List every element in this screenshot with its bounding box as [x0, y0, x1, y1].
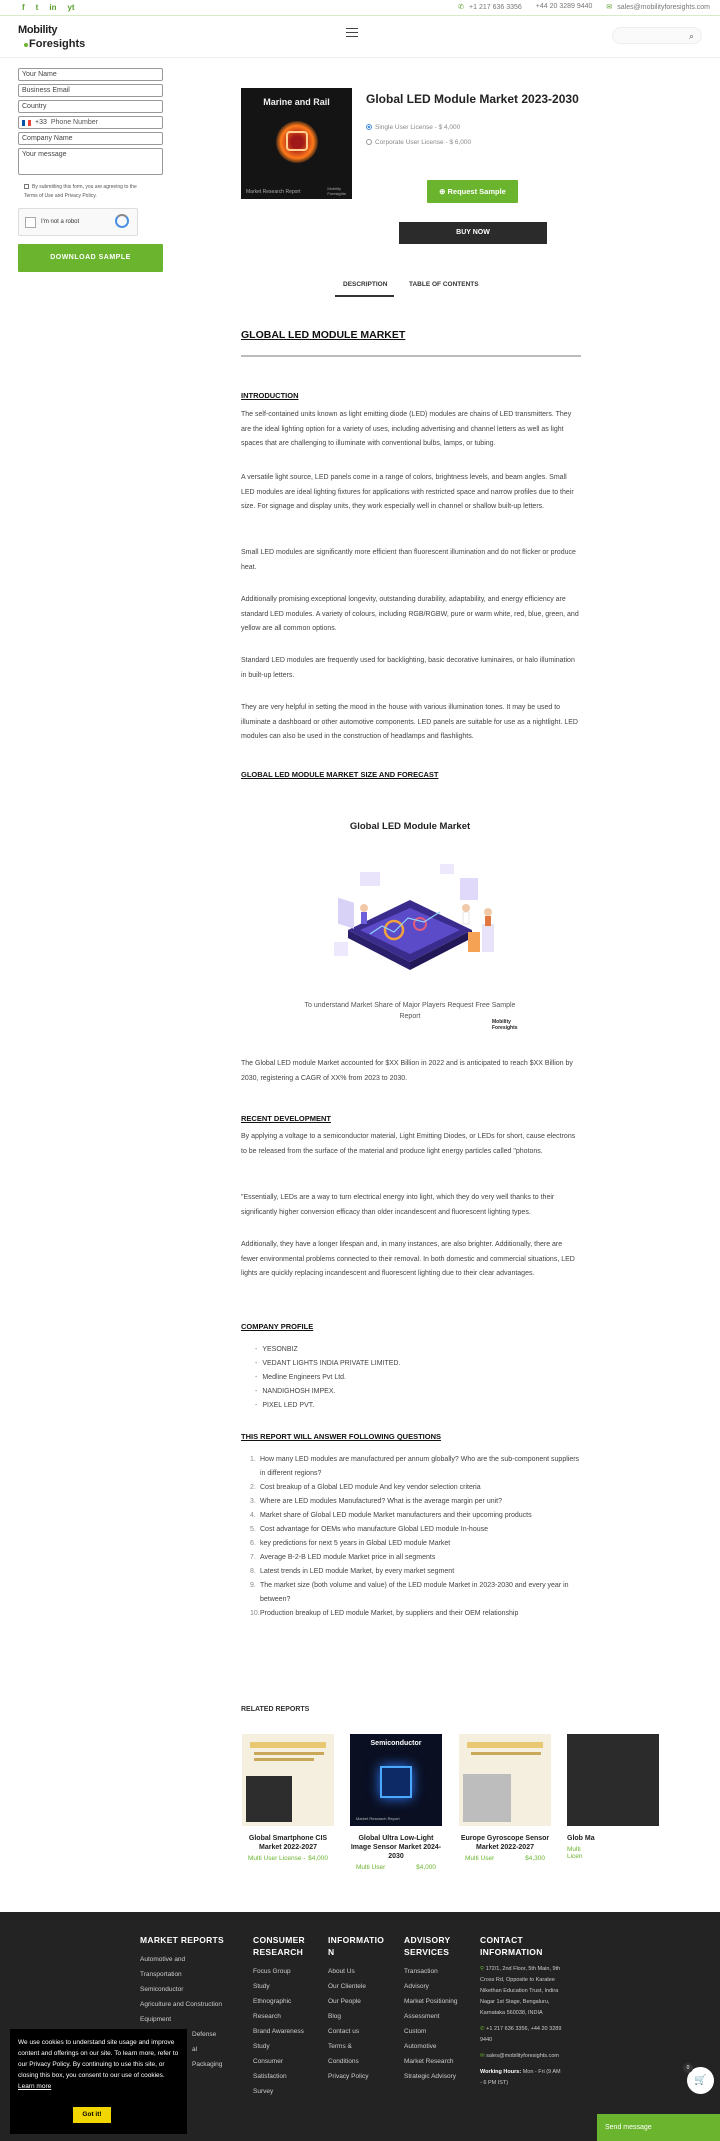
cookie-accept-button[interactable]: Got it! [73, 2107, 111, 2123]
footer-consumer-research [253, 1934, 305, 2099]
report-thumbnail[interactable] [242, 1734, 334, 1826]
footer-advisory-services [404, 1934, 457, 2084]
recaptcha-widget[interactable] [18, 208, 138, 236]
footer-link[interactable]: Survey [253, 2088, 274, 2095]
license-option-corporate[interactable] [366, 139, 471, 146]
cover-logo-1: Mobility [327, 186, 341, 191]
search-input[interactable] [612, 27, 702, 44]
footer-email[interactable]: sales@mobilityforesights.com [486, 2053, 559, 2059]
question-item: 6. key predictions for next 5 years in Global LED module Market [250, 1540, 451, 1547]
infographic-caption[interactable]: To understand Market Share of Major Players Request Free Sample Report [304, 1002, 516, 1020]
related-reports-heading: RELATED REPORTS [241, 1706, 310, 1713]
footer-link[interactable]: Semiconductor [140, 1986, 184, 1993]
report-license: Multi User [356, 1864, 386, 1871]
hours-text: - 6 PM IST) [480, 2080, 509, 2086]
report-cover-image [241, 88, 352, 199]
question-item: 7. Average B-2-B LED module Market price in all segments [250, 1554, 436, 1561]
footer-heading: CONTACT [480, 1935, 524, 1945]
france-flag-icon[interactable] [22, 120, 31, 126]
facebook-icon[interactable]: f [22, 3, 25, 12]
footer-link[interactable]: Transportation [140, 1971, 182, 1978]
address-line: 172/1, 2nd Floor, 5th Main, 9th [485, 1966, 561, 1972]
company-list [255, 1343, 400, 1413]
footer-link[interactable]: Market Positioning [404, 1998, 458, 2005]
footer-link[interactable]: Equipment [140, 2016, 172, 2023]
market-size-paragraph: The Global LED module Market accounted for $XX Billion in 2022 and is anticipated to reach $XX Billion by 2030, registering a CAGR of XX% from 2023 to 2030. [241, 1060, 573, 1082]
footer-link[interactable]: Assessment [404, 2013, 440, 2020]
site-logo[interactable] [18, 22, 88, 54]
footer-link[interactable]: Ethnographic [253, 1998, 292, 2005]
consent-checkbox-row[interactable] [24, 183, 163, 201]
email-text: sales@mobilityforesights.com [617, 4, 710, 11]
intro-paragraph-5: Standard LED modules are frequently used for backlighting, basic decorative luminaires, or halo illumination in built-up letters. [241, 657, 575, 679]
question-item: 10. Production breakup of LED module Market, by suppliers and their OEM relationship [250, 1610, 519, 1617]
logo-line-2: Foresights [29, 38, 86, 50]
intro-paragraph-2: A versatile light source, LED panels come in a range of colors, brightness levels, and beam angles. Small LED modules are ideal lighting fixtures for applications with restricted space and narrow profiles due to their size. For signage and display units, they work especially well in channel or shallow built-up letters. [241, 474, 574, 510]
footer-link[interactable]: About Us [328, 1968, 355, 1975]
footer-heading: MARKET REPORTS [140, 1935, 225, 1945]
question-item: 3. Where are LED modules Manufactured? What is the average margin per unit? [250, 1498, 503, 1505]
footer-link[interactable]: Automotive [404, 2043, 437, 2050]
recent-paragraph-2: "Essentially, LEDs are a way to turn electrical energy into light, which they do very well thanks to their significantly higher conversion efficacy than older incandescent and fluorescent lighting types. [241, 1194, 555, 1216]
mail-icon: ✉ [606, 4, 613, 11]
top-bar [0, 0, 720, 16]
footer-link[interactable]: Automotive and [140, 1956, 186, 1963]
captcha-label: I'm not a robot [41, 219, 80, 225]
infographic-logo-1: Mobility [492, 1019, 511, 1025]
sample-request-form [18, 68, 163, 272]
footer-link[interactable]: Brand Awareness [253, 2028, 304, 2035]
top-email[interactable] [606, 3, 710, 11]
phone-placeholder: Phone Number [50, 119, 98, 126]
report-title[interactable]: Global Ultra Low-Light Image Sensor Market 2024-2030 [350, 1835, 442, 1860]
thumbnail-subtitle: Market Research Report [356, 1816, 400, 1821]
report-price: $4,000 [308, 1855, 328, 1862]
report-thumbnail[interactable] [350, 1734, 442, 1826]
footer-link[interactable]: Our Clientele [328, 1983, 366, 1990]
youtube-icon[interactable]: yt [67, 3, 75, 12]
footer-link[interactable]: Contact us [328, 2028, 360, 2035]
footer-link[interactable]: Defense [192, 2031, 217, 2038]
consent-text: By submitting this form, you are agreeing to the [32, 184, 137, 190]
market-infographic[interactable] [290, 812, 530, 1034]
request-sample-button[interactable] [427, 180, 518, 203]
report-thumbnail[interactable] [567, 1734, 659, 1826]
infographic-logo-2: Foresights [492, 1025, 518, 1031]
recent-development-heading: RECENT DEVELOPMENT [241, 1114, 332, 1123]
twitter-icon[interactable]: t [35, 3, 39, 12]
intro-paragraph-6: They are very helpful in setting the mood in the house with various illumination tones. It may be used to illuminate a dashboard or other automotive components. LED panels are suitable for use as a nightlight. LED modules can also be used in the construction of headlamps and flashlights. [241, 704, 578, 740]
footer-heading: ADVISORY [404, 1935, 451, 1945]
name-field[interactable]: Your Name [18, 68, 163, 81]
download-sample-button[interactable]: DOWNLOAD SAMPLE [18, 244, 163, 272]
license-corporate-label: Corporate User License - $ 6,000 [375, 139, 472, 146]
footer-link[interactable]: Market Research [404, 2058, 454, 2065]
cookie-text: We use cookies to understand site usage and improve content and offerings on our site. To learn more, refer to our Privacy Policy. By continuing to use this site, or closing this box, you consent to our use of cookies. [18, 2039, 179, 2079]
license-single-label: Single User License - $ 4,000 [375, 124, 461, 131]
recent-paragraph-3: Additionally, they have a longer lifespan and, in many instances, are also brighter. Additionally, there are fewer environmental problems connected to their removal. In both domestic and commercial situations, LED lights are quickly replacing incandescent and fluorescent lighting due to their clear advantages. [241, 1241, 575, 1277]
related-report-card[interactable] [459, 1734, 551, 1862]
footer-link[interactable]: Focus Group [253, 1968, 291, 1975]
location-icon: ⚲ [480, 1966, 486, 1972]
mail-icon: ✉ [480, 2053, 487, 2059]
related-report-card[interactable] [242, 1734, 334, 1862]
phone-icon: ✆ [458, 4, 465, 11]
intro-paragraph-3: Small LED modules are significantly more efficient than fluorescent illumination and do not flicker or produce heat. [241, 549, 576, 571]
report-title[interactable]: Europe Gyroscope Sensor Market 2022-2027 [460, 1835, 550, 1851]
cover-subtitle: Market Research Report [246, 189, 301, 195]
footer-heading: INFORMATIO [328, 1935, 385, 1945]
phone-text: +1 217 636 3356 [469, 4, 522, 11]
related-report-card[interactable] [567, 1734, 595, 1860]
footer-link[interactable]: Transaction [404, 1968, 438, 1975]
main-heading: GLOBAL LED MODULE MARKET [241, 329, 406, 341]
footer-link[interactable]: Consumer [253, 2058, 283, 2065]
hours-text: Mon - Fri (9 AM [522, 2069, 561, 2075]
intro-paragraph-1: The self-contained units known as light emitting diode (LED) modules are chains of LED transmitters. They are the ideal lighting option for a variety of uses, including advertising and channel letters as well as light spaces that are challenging to illuminate with conventional bulbs, lamps, or tubing. [241, 411, 572, 447]
company-item: - PIXEL LED PVT. [255, 1399, 400, 1413]
top-phone-2[interactable]: +44 20 3289 9440 [535, 3, 593, 10]
size-forecast-heading: GLOBAL LED MODULE MARKET SIZE AND FORECAST [241, 770, 439, 779]
report-license: Multi Licen [567, 1846, 583, 1860]
site-header [0, 16, 720, 58]
footer-heading: RESEARCH [253, 1947, 304, 1957]
learn-more-link[interactable]: Learn more [18, 2083, 52, 2090]
divider [241, 355, 581, 357]
top-phone[interactable] [458, 3, 522, 11]
related-report-card[interactable] [350, 1734, 442, 1871]
footer-information [328, 1934, 384, 2084]
footer-contact-info [480, 1934, 561, 2089]
question-item: 1. How many LED modules are manufactured per annum globally? Who are the sub-component suppliers in different regions? [250, 1456, 580, 1477]
footer-link[interactable]: Research [253, 2013, 281, 2020]
footer-link[interactable]: Custom [404, 2028, 427, 2035]
infographic-title: Global LED Module Market [349, 821, 471, 832]
radio-selected[interactable] [366, 124, 372, 130]
recent-paragraph-1: By applying a voltage to a semiconductor material, Light Emitting Diodes, or LEDs for short, cause electrons to be released from the surface of the material and produce light energy particles called "photons. [241, 1133, 576, 1155]
phone-code[interactable]: +33 [35, 119, 47, 126]
company-item: - Medline Engineers Pvt Ltd. [255, 1371, 400, 1385]
question-item: 2. Cost breakup of a Global LED module And key vendor selection criteria [250, 1484, 481, 1491]
footer-link[interactable]: Agriculture and Construction [140, 2001, 223, 2008]
plus-circle-icon: ⊕ [439, 187, 448, 196]
menu-icon[interactable] [346, 28, 358, 38]
question-item: 4. Market share of Global LED module Market manufacturers and their upcoming products [250, 1512, 532, 1519]
address-line: Karnataka 560038, INDIA [480, 2010, 543, 2016]
consent-checkbox[interactable] [24, 184, 29, 189]
thumbnail-label: Semiconductor [370, 1740, 422, 1747]
footer-phone[interactable]: +1 217 636 3356, +44 20 3289 [486, 2026, 562, 2032]
company-item: - VEDANT LIGHTS INDIA PRIVATE LIMITED. [255, 1357, 400, 1371]
company-item: - NANDIGHOSH IMPEX. [255, 1385, 400, 1399]
cover-title: Marine and Rail [263, 97, 330, 107]
address-line: Nikethan Education Trust, Indira [480, 1988, 559, 1994]
active-tab-underline [335, 295, 394, 297]
report-thumbnail[interactable] [459, 1734, 551, 1826]
footer-heading: SERVICES [404, 1947, 450, 1957]
message-field[interactable]: Your message [18, 148, 163, 175]
report-title[interactable]: Glob Ma [567, 1835, 595, 1842]
footer-link[interactable]: Strategic Advisory [404, 2073, 457, 2080]
footer-link[interactable]: Terms & [328, 2043, 352, 2050]
footer-link[interactable]: Our People [328, 1998, 361, 2005]
question-item: 9. The market size (both volume and value) of the LED module Market in 2023-2030 and every year in between? [250, 1582, 569, 1603]
report-license: Multi User License - [248, 1855, 306, 1862]
report-price: $4,000 [416, 1864, 436, 1871]
questions-heading: THIS REPORT WILL ANSWER FOLLOWING QUESTIONS [241, 1432, 441, 1441]
footer-link[interactable]: Blog [328, 2013, 342, 2020]
phone-icon: ✆ [480, 2026, 487, 2032]
footer-link[interactable]: Advisory [404, 1983, 429, 1990]
footer-heading: CONSUMER [253, 1935, 305, 1945]
company-item: - YESONBIZ [255, 1343, 400, 1357]
logo-line-1: Mobility [18, 24, 58, 36]
address-line: Cross Rd, Opposite to Karatee [480, 1977, 555, 1983]
email-field[interactable]: Business Email [18, 84, 163, 97]
radio-unselected[interactable] [366, 139, 372, 145]
product-title: Global LED Module Market 2023-2030 [366, 92, 579, 106]
search-icon[interactable]: ⌕ [688, 31, 694, 41]
intro-paragraph-4: Additionally promising exceptional longevity, outstanding durability, adaptability, and energy efficiency are standard LED modules. A variety of colours, including RGB/RGBW, pure or warm white, red, blue, green, and yellow are all common options. [241, 596, 579, 632]
company-profile-heading: COMPANY PROFILE [241, 1322, 314, 1331]
linkedin-icon[interactable]: in [49, 3, 57, 12]
logo-dot [24, 43, 28, 47]
question-item: 5. Cost advantage for OEMs who manufacture Global LED module In-house [250, 1526, 489, 1533]
terms-link[interactable]: Terms of Use and Privacy Policy. [24, 193, 97, 199]
isometric-dashboard-illustration [290, 812, 530, 992]
footer-link[interactable]: Privacy Policy [328, 2073, 369, 2080]
introduction-heading: INTRODUCTION [241, 391, 299, 400]
report-license: Multi User [465, 1855, 495, 1862]
social-links [22, 3, 75, 12]
footer-link[interactable]: Study [253, 2043, 270, 2050]
question-item: 8. Latest trends in LED module Market, by every market segment [250, 1568, 455, 1575]
report-title[interactable]: Global Smartphone CIS Market 2022-2027 [248, 1835, 328, 1851]
footer-heading: N [328, 1947, 335, 1957]
footer-link[interactable]: Study [253, 1983, 270, 1990]
captcha-checkbox[interactable] [25, 217, 36, 228]
buy-now-button[interactable]: BUY NOW [399, 222, 547, 244]
cart-icon: 🛒 [694, 2075, 707, 2086]
questions-list [250, 1453, 585, 1621]
license-option-single[interactable] [366, 124, 460, 131]
footer-heading: INFORMATION [480, 1947, 543, 1957]
phone-field[interactable] [18, 116, 163, 129]
send-message-button[interactable]: Send message [597, 2114, 720, 2141]
footer-link[interactable]: Satisfaction [253, 2073, 287, 2080]
report-price: $4,300 [525, 1855, 545, 1862]
cover-logo-2: Foresights [327, 191, 346, 196]
company-field[interactable]: Company Name [18, 132, 163, 145]
footer-link[interactable]: Packaging [192, 2061, 223, 2068]
request-sample-label: Request Sample [447, 187, 506, 196]
recaptcha-icon [115, 214, 129, 228]
cart-count-badge: 0 [683, 2063, 693, 2073]
footer-phone[interactable]: 9440 [480, 2037, 493, 2043]
footer-link[interactable]: al [192, 2046, 198, 2053]
footer-link[interactable]: Conditions [328, 2058, 359, 2065]
address-line: Nagar 1st Stage, Bengaluru, [480, 1999, 550, 2005]
country-field[interactable]: Country [18, 100, 163, 113]
tab-description[interactable]: DESCRIPTION [343, 281, 388, 288]
tab-table-of-contents[interactable]: TABLE OF CONTENTS [409, 281, 479, 288]
hours-label: Working Hours: [480, 2069, 522, 2075]
